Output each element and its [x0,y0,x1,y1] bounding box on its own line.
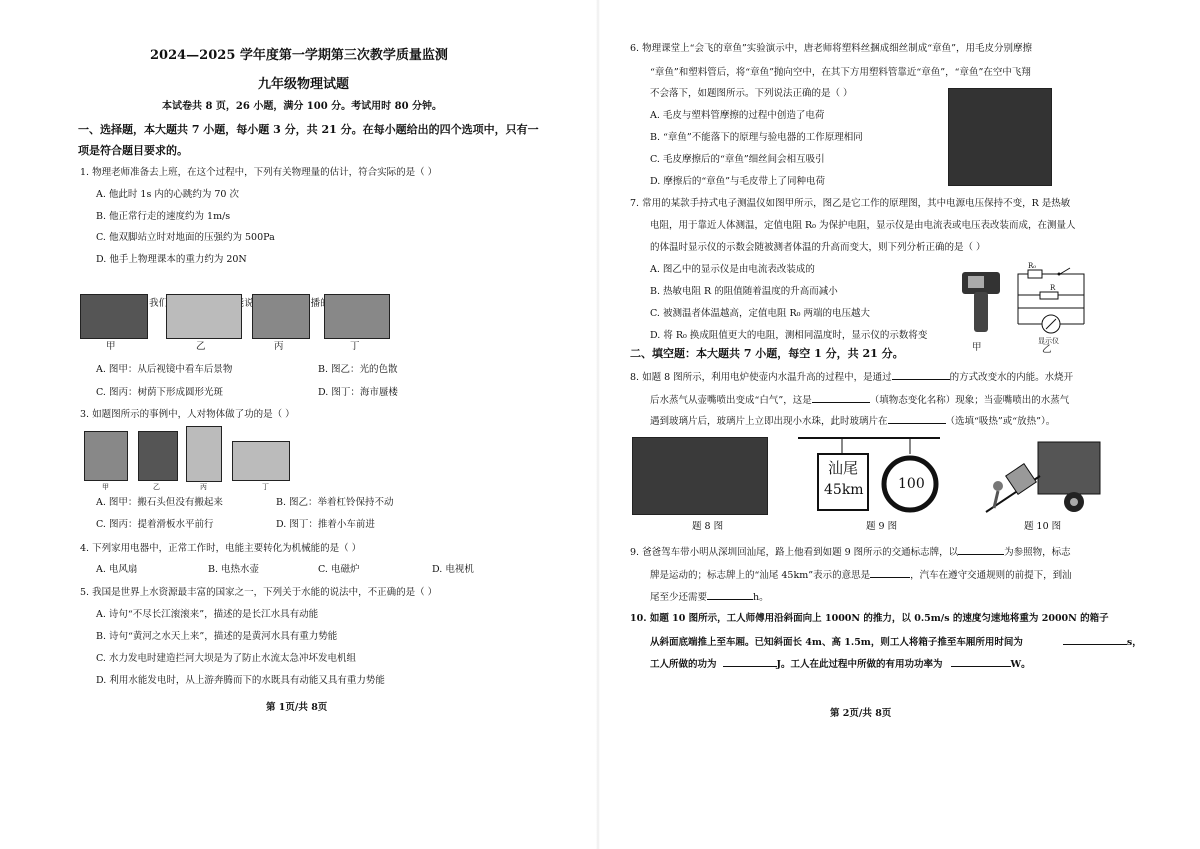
q3-photo-lift-stone [84,431,128,481]
q2-label-jia: 甲 [106,341,116,352]
q8-line-3 [650,414,1055,428]
q7-label-yi: 乙 [1042,344,1052,355]
q7-label-display: 显示仪 [1038,337,1059,345]
q10-line-3b: J。工人在此过程中所做的有用功功率为 [776,659,943,670]
q10-blank-3[interactable] [951,657,1011,667]
q1-option-d: D. 他手上物理课本的重力约为 20N [96,254,247,265]
q4-option-b: B. 电热水壶 [208,564,260,575]
q7-line-1: 7. 常用的某款手持式电子测温仪如图甲所示，图乙是它工作的原理图，其中电源电压保持不变，R 是热敏 [630,198,1071,209]
q6-option-b: B. “章鱼”不能落下的原理与验电器的工作原理相同 [650,132,863,143]
q3-option-c: C. 图丙：提着滑板水平前行 [96,519,214,530]
sign-speed-limit: 100 [898,476,925,492]
q10-line-1: 10. 如题 10 图所示，工人师傅用沿斜面向上 1000N 的推力，以 0.5m/s 的速度匀速地将重为 2000N 的箱子 [630,613,1109,624]
q5-option-d: D. 利用水能发电时，从上游奔腾而下的水既具有动能又具有重力势能 [96,675,385,686]
q8-line-2a: 后水蒸气从壶嘴喷出变成“白气”，这是 [650,395,812,406]
q9-line-2b: ，汽车在遵守交通规则的前提下，到汕 [910,570,1072,581]
q1-option-b: B. 他正常行走的速度约为 1m/s [96,211,231,222]
q10-blank-1[interactable] [1063,635,1127,645]
q7-option-b: B. 热敏电阻 R 的阻值随着温度的升高而减小 [650,286,838,297]
q9-blank-1[interactable] [958,545,1004,555]
page-2-footer: 第 2页/共 8页 [830,708,892,719]
q4-stem: 4. 下列家用电器中，正常工作时，电能主要转化为机械能的是（ ） [80,543,362,554]
q10-line-3 [650,657,1031,671]
q6-line-3: 不会落下，如题图所示。下列说法正确的是（ ） [650,88,853,99]
q4-option-d: D. 电视机 [432,564,474,575]
q8-blank-2[interactable] [812,393,870,403]
q7-label-r0: R₀ [1028,262,1037,270]
q9-blank-3[interactable] [707,590,753,600]
q6-line-2: “章鱼”和塑料管后，将“章鱼”抛向空中，在其下方用塑料管靠近“章鱼”，“章鱼”在空中飞翔 [650,67,1031,78]
q2-label-bing: 丙 [274,341,284,352]
q2-option-c: C. 图丙：树荫下形成圆形光斑 [96,387,223,398]
q2-option-a: A. 图甲：从后视镜中看车后景物 [96,364,233,375]
fig9-caption: 题 9 图 [866,521,898,532]
q9-line-2 [650,568,1072,582]
q2-photo-mirror [80,294,148,339]
q6-line-1: 6. 物理课堂上“会飞的章鱼”实验演示中，唐老师将塑料丝捆成细丝制成“章鱼”，用毛皮分别摩擦 [630,43,1033,54]
sign-city-name: 汕尾 [828,459,859,477]
q8-blank-3[interactable] [888,414,946,424]
q10-line-2b: s， [1126,637,1142,648]
q7-line-2: 电阻，用于靠近人体测温，定值电阻 R₀ 为保护电阻，显示仪是由电流表或电压表改装而成，在测量人 [650,220,1076,231]
q2-option-d: D. 图丁：海市蜃楼 [318,387,398,398]
q1-stem: 1. 物理老师准备去上班，在这个过程中，下列有关物理量的估计，符合实际的是（ ） [80,167,438,178]
sign-distance: 45km [824,482,864,498]
q9-blank-2[interactable] [870,568,910,578]
q8-line-1 [630,370,1073,384]
q9-line-1b: 为参照物，标志 [1004,547,1071,558]
q6-option-d: D. 摩擦后的“章鱼”与毛皮带上了同种电荷 [650,176,826,187]
q3-option-b: B. 图乙：举着杠铃保持不动 [276,497,394,508]
q2-label-yi: 乙 [196,341,206,352]
q2-photo-trees [252,294,310,339]
q7-line-3: 的体温时显示仪的示数会随被测者体温的升高而变大，则下列分析正确的是（ ） [650,242,986,253]
fig10-caption: 题 10 图 [1024,521,1062,532]
q10-line-2a: 从斜面底端推上至车厢。已知斜面长 4m、高 1.5m，则工人将箱子推至车厢所用时间为 [650,637,1023,648]
q9-line-1 [630,545,1071,559]
q3-label-jia: 甲 [102,483,109,491]
q8-line-1a: 8. 如题 8 图所示，利用电炉使壶内水温升高的过程中，是通过 [630,372,892,383]
q9-line-3a: 尾至少还需要 [650,592,708,603]
page-1-footer: 第 1页/共 8页 [266,702,328,713]
q7-option-d: D. 将 R₀ 换成阻值更大的电阻，测相同温度时，显示仪的示数将变 [650,330,928,341]
exam-subtitle: 九年级物理试题 [258,77,350,92]
q7-circuit-diagram [1012,262,1092,346]
q10-line-2 [650,635,1142,649]
q8-line-3a: 遇到玻璃片后，玻璃片上立即出现小水珠，此时玻璃片在 [650,416,888,427]
q10-line-3a: 工人所做的功为 [650,659,717,670]
section-2-heading: 二、填空题：本大题共 7 小题，每空 1 分，共 21 分。 [630,347,904,360]
q3-option-d: D. 图丁：推着小车前进 [276,519,375,530]
q7-label-jia: 甲 [972,342,982,353]
q5-option-a: A. 诗句“不尽长江滚滚来”，描述的是长江水具有动能 [96,609,319,620]
q3-label-yi: 乙 [153,483,160,491]
q2-label-ding: 丁 [350,341,360,352]
q9-line-1a: 9. 爸爸驾车带小明从深圳回汕尾，路上他看到如题 9 图所示的交通标志牌，以 [630,547,959,558]
fig8-caption: 题 8 图 [692,521,724,532]
q1-option-a: A. 他此时 1s 内的心跳约为 70 次 [96,189,239,200]
q10-line-3c: W。 [1010,659,1031,670]
section-1-heading: 一、选择题，本大题共 7 小题，每小题 3 分，共 21 分。在每小题给出的四个选项中，只有一 [78,123,539,136]
q7-option-c: C. 被测温者体温越高，定值电阻 R₀ 两端的电压越大 [650,308,870,319]
q7-label-r: R [1050,284,1056,292]
q2-photo-mirage [324,294,390,339]
fig8-photo-kettle [632,437,768,515]
q9-line-2a: 牌是运动的；标志牌上的“汕尾 45km”表示的意思是 [650,570,871,581]
q10-blank-2[interactable] [723,657,777,667]
q3-photo-barbell [138,431,178,481]
q5-option-c: C. 水力发电时建造拦河大坝是为了防止水流太急冲坏发电机组 [96,653,356,664]
q8-blank-1[interactable] [892,370,950,380]
q7-option-a: A. 图乙中的显示仪是由电流表改装成的 [650,264,815,275]
q9-line-3b: h。 [753,592,769,603]
q3-stem: 3. 如题图所示的事例中，人对物体做了功的是（ ） [80,409,295,420]
q2-option-b: B. 图乙：光的色散 [318,364,398,375]
q3-option-a: A. 图甲：搬石头但没有搬起来 [96,497,223,508]
exam-title: 2024—2025 学年度第一学期第三次教学质量监测 [150,48,448,63]
q8-line-3b: （选填“吸热”或“放热”）。 [945,416,1056,427]
exam-info: 本试卷共 8 页，26 小题，满分 100 分。考试用时 80 分钟。 [162,101,443,112]
q4-option-c: C. 电磁炉 [318,564,360,575]
q6-option-a: A. 毛皮与塑料管摩擦的过程中创造了电荷 [650,110,825,121]
q2-photo-road [166,294,242,339]
fig10-truck-ramp [976,438,1104,518]
q5-stem: 5. 我国是世界上水资源最丰富的国家之一，下列关于水能的说法中，不正确的是（ ） [80,587,438,598]
q5-option-b: B. 诗句“黄河之水天上来”，描述的是黄河水具有重力势能 [96,631,338,642]
q9-line-3 [650,590,769,604]
q1-option-c: C. 他双脚站立时对地面的压强约为 500Pa [96,232,275,243]
q3-photo-cart [232,441,290,481]
q3-label-bing: 丙 [200,483,207,491]
thermometer-gun-icon [958,268,1006,340]
q3-label-ding: 丁 [262,483,269,491]
q6-option-c: C. 毛皮摩擦后的“章鱼”细丝间会相互吸引 [650,154,825,165]
section-1-heading-cont: 项是符合题目要求的。 [78,144,188,157]
q8-line-2 [650,393,1069,407]
exam-page-2 [600,0,1200,849]
q3-photo-skateboard [186,426,222,482]
q8-line-1b: 的方式改变水的内能。水烧开 [949,372,1074,383]
q4-option-a: A. 电风扇 [96,564,138,575]
q8-line-2b: （填物态变化名称）现象；当壶嘴喷出的水蒸气 [869,395,1070,406]
q6-photo-flying-octopus [948,88,1052,186]
